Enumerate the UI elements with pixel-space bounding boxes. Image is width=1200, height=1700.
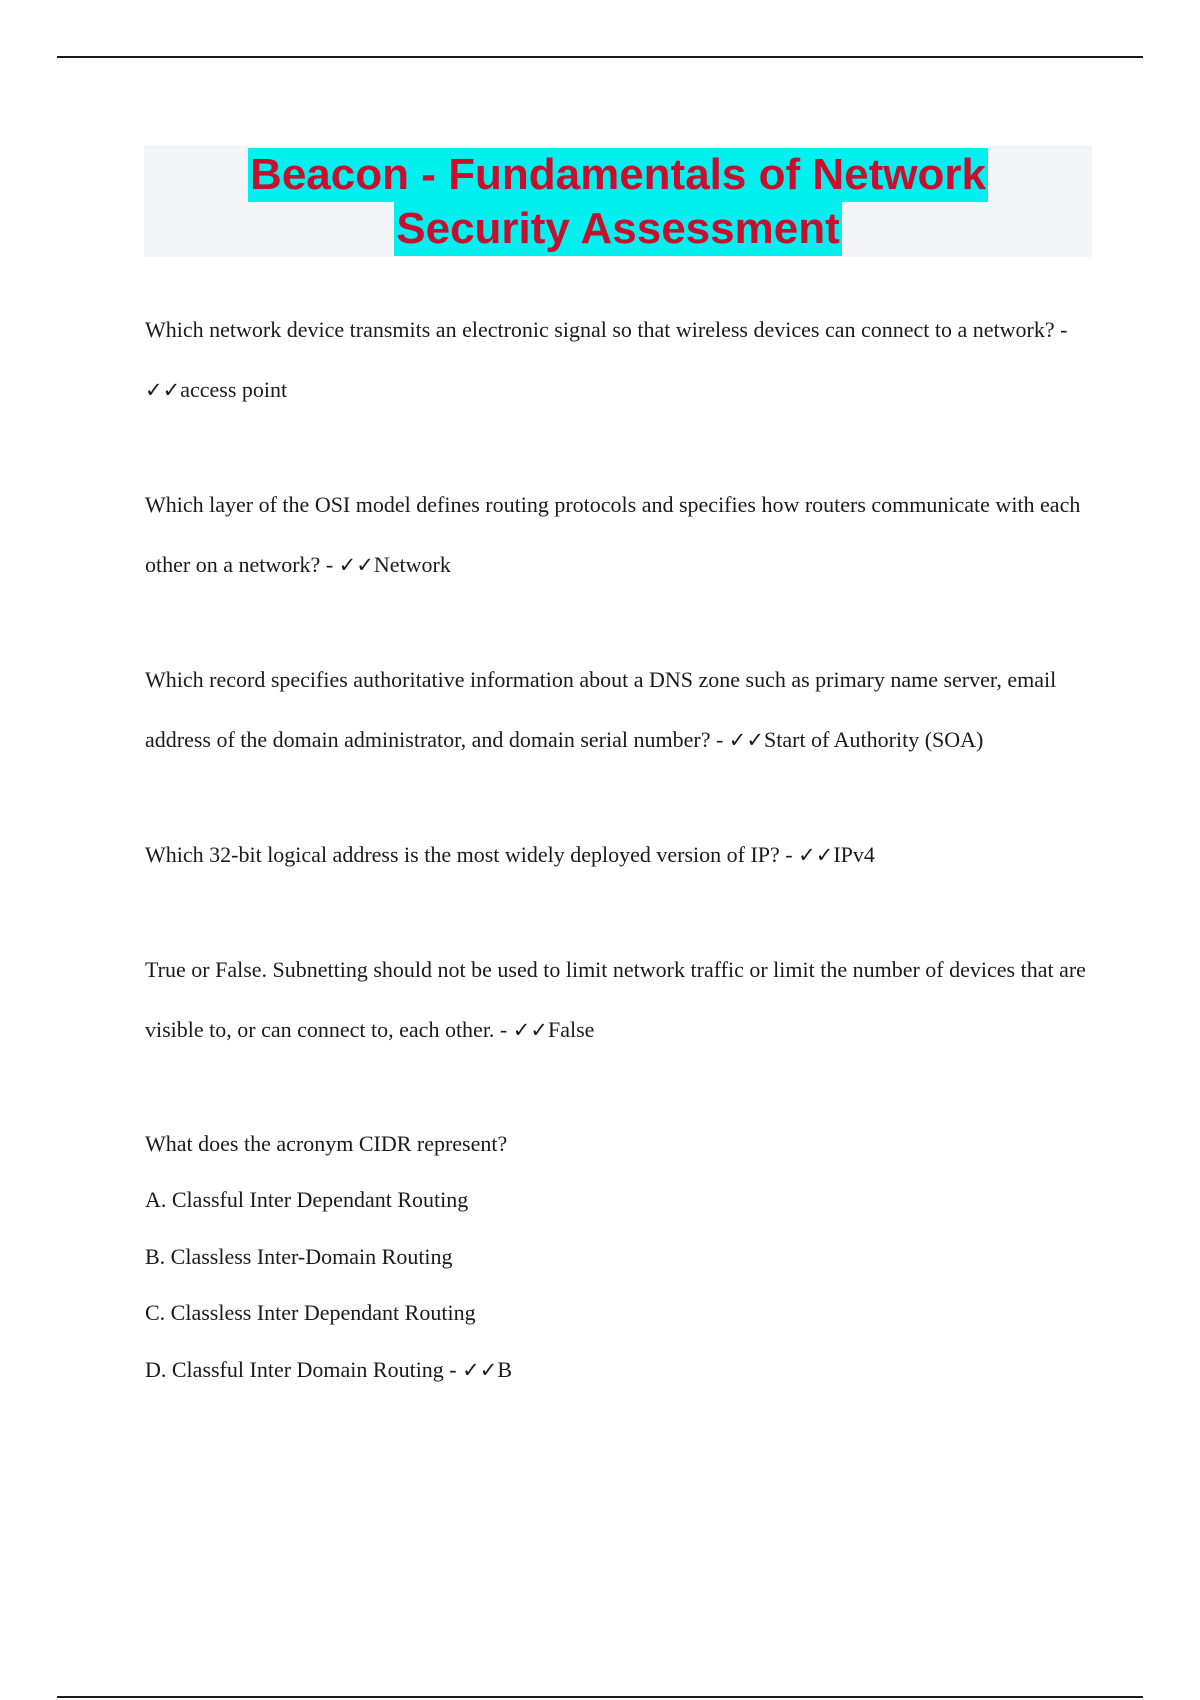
mc-option-d [145, 1342, 1095, 1399]
question-4-answer: IPv4 [833, 842, 875, 867]
question-1-answer: access point [180, 377, 288, 402]
question-4 [145, 825, 1095, 885]
question-5 [145, 940, 1095, 1060]
check-mark-icon: ✓✓ [512, 1018, 548, 1042]
mc-answer: B [497, 1356, 513, 1382]
check-mark-icon: ✓✓ [338, 553, 374, 577]
question-1-text: Which network device transmits an electronic signal so that wireless devices can connect to a network? - [145, 317, 1068, 342]
check-mark-icon: ✓✓ [462, 1357, 498, 1382]
question-5-text: True or False. Subnetting should not be used to limit network traffic or limit the number of devices that are visible to, or can connect to, each other. - [145, 957, 1086, 1042]
document-title-line-1: Beacon - Fundamentals of Network [248, 148, 988, 202]
check-mark-icon: ✓✓ [798, 843, 834, 867]
mc-option-d-text: D. Classful Inter Domain Routing - [145, 1356, 463, 1382]
question-4-text: Which 32-bit logical address is the most widely deployed version of IP? - [145, 842, 799, 867]
question-3-text: Which record specifies authoritative information about a DNS zone such as primary name server, email address of the domain administrator, and domain serial number? - [145, 667, 1057, 752]
title-banner [144, 146, 1092, 257]
bottom-rule [57, 1696, 1143, 1698]
question-3-answer: Start of Authority (SOA) [764, 727, 984, 752]
mc-option-b: B. Classless Inter-Domain Routing [145, 1243, 453, 1269]
question-1 [145, 300, 1095, 420]
mc-question-text: What does the acronym CIDR represent? [145, 1131, 508, 1156]
question-2-answer: Network [373, 552, 451, 577]
question-5-answer: False [547, 1017, 595, 1042]
check-mark-icon: ✓✓ [145, 378, 181, 402]
document-title-line-2: Security Assessment [394, 202, 841, 256]
mc-option-c: C. Classless Inter Dependant Routing [145, 1300, 476, 1325]
question-2-text: Which layer of the OSI model defines routing protocols and specifies how routers communicate with each other on a network? - [145, 492, 1081, 577]
top-rule [57, 56, 1143, 58]
question-2 [145, 475, 1095, 595]
question-3 [145, 650, 1095, 770]
mc-option-a: A. Classful Inter Dependant Routing [145, 1187, 469, 1212]
document-body [145, 300, 1095, 1398]
check-mark-icon: ✓✓ [728, 728, 764, 752]
